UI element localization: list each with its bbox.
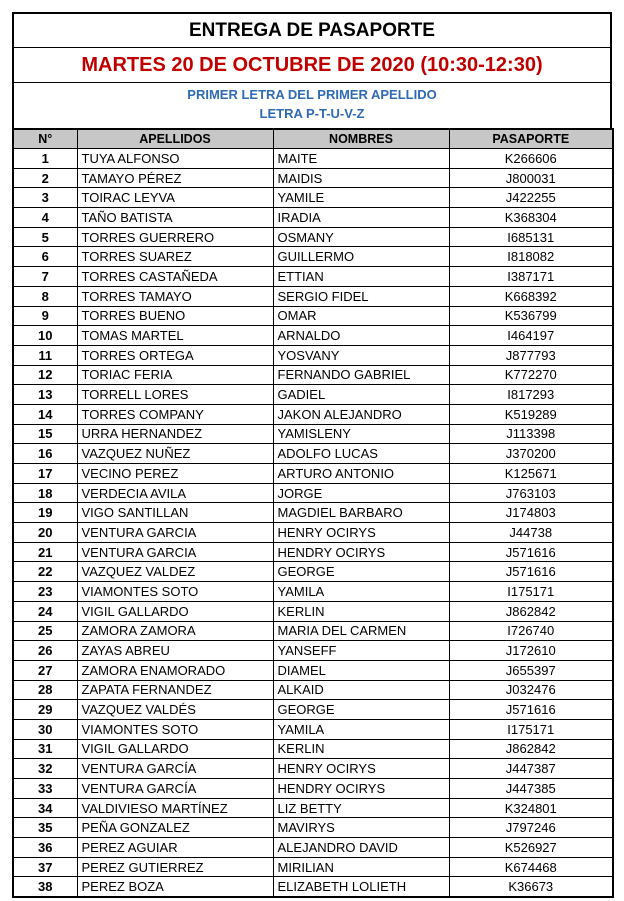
- row-apellidos: VENTURA GARCIA: [77, 523, 273, 543]
- row-apellidos: TORRES TAMAYO: [77, 286, 273, 306]
- row-pasaporte: K668392: [449, 286, 613, 306]
- table-row: [13, 444, 613, 464]
- column-header-number: N°: [13, 129, 77, 149]
- table-row: [13, 759, 613, 779]
- table-row: [13, 188, 613, 208]
- row-number: 4: [13, 208, 77, 228]
- row-number: 23: [13, 582, 77, 602]
- row-nombres: HENDRY OCIRYS: [273, 542, 449, 562]
- document-subtitle: MARTES 20 DE OCTUBRE DE 2020 (10:30-12:30): [14, 48, 610, 83]
- row-nombres: KERLIN: [273, 601, 449, 621]
- row-nombres: GEORGE: [273, 562, 449, 582]
- row-pasaporte: J447387: [449, 759, 613, 779]
- row-apellidos: VIAMONTES SOTO: [77, 719, 273, 739]
- table-row: [13, 345, 613, 365]
- table-row: [13, 641, 613, 661]
- row-apellidos: PEREZ GUTIERREZ: [77, 857, 273, 877]
- note-first-letter: PRIMER LETRA DEL PRIMER APELLIDO: [187, 87, 437, 102]
- row-pasaporte: I726740: [449, 621, 613, 641]
- row-number: 32: [13, 759, 77, 779]
- table-row: [13, 208, 613, 228]
- table-row: [13, 365, 613, 385]
- row-pasaporte: K519289: [449, 404, 613, 424]
- row-apellidos: TAÑO BATISTA: [77, 208, 273, 228]
- table-row: [13, 542, 613, 562]
- row-apellidos: VENTURA GARCÍA: [77, 779, 273, 799]
- column-header-apellidos: APELLIDOS: [77, 129, 273, 149]
- row-pasaporte: K36673: [449, 877, 613, 897]
- row-number: 35: [13, 818, 77, 838]
- table-row: [13, 227, 613, 247]
- row-number: 5: [13, 227, 77, 247]
- row-pasaporte: J113398: [449, 424, 613, 444]
- table-row: [13, 562, 613, 582]
- row-number: 24: [13, 601, 77, 621]
- row-nombres: YAMILE: [273, 188, 449, 208]
- row-number: 22: [13, 562, 77, 582]
- row-apellidos: ZAPATA FERNANDEZ: [77, 680, 273, 700]
- table-row: [13, 857, 613, 877]
- table-row: [13, 601, 613, 621]
- row-pasaporte: J763103: [449, 483, 613, 503]
- row-apellidos: ZAYAS ABREU: [77, 641, 273, 661]
- row-number: 36: [13, 838, 77, 858]
- table-row: [13, 660, 613, 680]
- row-pasaporte: I817293: [449, 385, 613, 405]
- table-row: [13, 286, 613, 306]
- row-apellidos: VENTURA GARCÍA: [77, 759, 273, 779]
- row-nombres: FERNANDO GABRIEL: [273, 365, 449, 385]
- row-pasaporte: J800031: [449, 168, 613, 188]
- row-number: 16: [13, 444, 77, 464]
- row-apellidos: VENTURA GARCIA: [77, 542, 273, 562]
- row-nombres: ADOLFO LUCAS: [273, 444, 449, 464]
- row-number: 27: [13, 660, 77, 680]
- row-apellidos: TORRES BUENO: [77, 306, 273, 326]
- row-pasaporte: J447385: [449, 779, 613, 799]
- row-apellidos: VALDIVIESO MARTÍNEZ: [77, 798, 273, 818]
- row-nombres: YANSEFF: [273, 641, 449, 661]
- row-apellidos: VIGIL GALLARDO: [77, 739, 273, 759]
- row-number: 11: [13, 345, 77, 365]
- row-nombres: ALEJANDRO DAVID: [273, 838, 449, 858]
- row-apellidos: TORRES ORTEGA: [77, 345, 273, 365]
- row-nombres: YAMISLENY: [273, 424, 449, 444]
- row-apellidos: VECINO PEREZ: [77, 464, 273, 484]
- table-row: [13, 719, 613, 739]
- row-pasaporte: J571616: [449, 700, 613, 720]
- row-pasaporte: K125671: [449, 464, 613, 484]
- table-row: [13, 149, 613, 169]
- row-apellidos: TUYA ALFONSO: [77, 149, 273, 169]
- table-header-row: [13, 129, 613, 149]
- row-pasaporte: J032476: [449, 680, 613, 700]
- row-number: 15: [13, 424, 77, 444]
- table-row: [13, 306, 613, 326]
- row-number: 3: [13, 188, 77, 208]
- row-number: 17: [13, 464, 77, 484]
- row-pasaporte: J877793: [449, 345, 613, 365]
- row-pasaporte: K674468: [449, 857, 613, 877]
- row-apellidos: VAZQUEZ VALDÉS: [77, 700, 273, 720]
- note-letters: LETRA P-T-U-V-Z: [259, 106, 365, 121]
- row-nombres: LIZ BETTY: [273, 798, 449, 818]
- row-number: 9: [13, 306, 77, 326]
- row-pasaporte: J862842: [449, 601, 613, 621]
- row-pasaporte: J862842: [449, 739, 613, 759]
- row-apellidos: ZAMORA ZAMORA: [77, 621, 273, 641]
- row-nombres: GADIEL: [273, 385, 449, 405]
- row-nombres: ALKAID: [273, 680, 449, 700]
- table-row: [13, 503, 613, 523]
- row-nombres: HENRY OCIRYS: [273, 759, 449, 779]
- row-nombres: IRADIA: [273, 208, 449, 228]
- row-apellidos: VIGIL GALLARDO: [77, 601, 273, 621]
- row-nombres: MAIDIS: [273, 168, 449, 188]
- row-number: 29: [13, 700, 77, 720]
- row-number: 14: [13, 404, 77, 424]
- row-nombres: YOSVANY: [273, 345, 449, 365]
- row-number: 26: [13, 641, 77, 661]
- row-pasaporte: K772270: [449, 365, 613, 385]
- table-row: [13, 700, 613, 720]
- table-row: [13, 523, 613, 543]
- row-number: 1: [13, 149, 77, 169]
- table-row: [13, 464, 613, 484]
- row-nombres: SERGIO FIDEL: [273, 286, 449, 306]
- row-pasaporte: K368304: [449, 208, 613, 228]
- document-sheet: [12, 12, 612, 898]
- row-nombres: ELIZABETH LOLIETH: [273, 877, 449, 897]
- table-row: [13, 838, 613, 858]
- row-nombres: ARTURO ANTONIO: [273, 464, 449, 484]
- row-pasaporte: I464197: [449, 326, 613, 346]
- row-pasaporte: K536799: [449, 306, 613, 326]
- row-nombres: MAITE: [273, 149, 449, 169]
- table-row: [13, 168, 613, 188]
- table-row: [13, 326, 613, 346]
- row-apellidos: TORRES GUERRERO: [77, 227, 273, 247]
- row-apellidos: TORRELL LORES: [77, 385, 273, 405]
- row-nombres: ARNALDO: [273, 326, 449, 346]
- table-row: [13, 404, 613, 424]
- row-number: 12: [13, 365, 77, 385]
- row-pasaporte: I175171: [449, 719, 613, 739]
- row-nombres: YAMILA: [273, 719, 449, 739]
- table-row: [13, 267, 613, 287]
- row-nombres: HENRY OCIRYS: [273, 523, 449, 543]
- row-nombres: MAGDIEL BARBARO: [273, 503, 449, 523]
- row-nombres: ETTIAN: [273, 267, 449, 287]
- row-pasaporte: J370200: [449, 444, 613, 464]
- row-pasaporte: J571616: [449, 542, 613, 562]
- row-number: 18: [13, 483, 77, 503]
- row-apellidos: TOMAS MARTEL: [77, 326, 273, 346]
- row-apellidos: TORRES SUAREZ: [77, 247, 273, 267]
- table-row: [13, 621, 613, 641]
- row-number: 21: [13, 542, 77, 562]
- row-number: 25: [13, 621, 77, 641]
- row-pasaporte: J172610: [449, 641, 613, 661]
- row-nombres: KERLIN: [273, 739, 449, 759]
- row-apellidos: TORRES COMPANY: [77, 404, 273, 424]
- row-apellidos: TOIRAC LEYVA: [77, 188, 273, 208]
- table-row: [13, 424, 613, 444]
- row-apellidos: VAZQUEZ NUÑEZ: [77, 444, 273, 464]
- row-pasaporte: J655397: [449, 660, 613, 680]
- row-pasaporte: K324801: [449, 798, 613, 818]
- row-pasaporte: J571616: [449, 562, 613, 582]
- table-row: [13, 818, 613, 838]
- row-nombres: GEORGE: [273, 700, 449, 720]
- row-number: 2: [13, 168, 77, 188]
- row-pasaporte: I387171: [449, 267, 613, 287]
- row-apellidos: PEÑA GONZALEZ: [77, 818, 273, 838]
- row-number: 34: [13, 798, 77, 818]
- table-row: [13, 779, 613, 799]
- row-number: 6: [13, 247, 77, 267]
- row-number: 19: [13, 503, 77, 523]
- row-apellidos: TAMAYO PÉREZ: [77, 168, 273, 188]
- table-row: [13, 483, 613, 503]
- row-pasaporte: I818082: [449, 247, 613, 267]
- table-row: [13, 247, 613, 267]
- row-nombres: OSMANY: [273, 227, 449, 247]
- row-apellidos: PEREZ BOZA: [77, 877, 273, 897]
- row-nombres: JAKON ALEJANDRO: [273, 404, 449, 424]
- row-nombres: HENDRY OCIRYS: [273, 779, 449, 799]
- table-row: [13, 385, 613, 405]
- row-apellidos: VIGO SANTILLAN: [77, 503, 273, 523]
- row-number: 8: [13, 286, 77, 306]
- row-apellidos: TORIAC FERIA: [77, 365, 273, 385]
- row-number: 20: [13, 523, 77, 543]
- row-apellidos: VAZQUEZ VALDEZ: [77, 562, 273, 582]
- row-apellidos: TORRES CASTAÑEDA: [77, 267, 273, 287]
- document-title: ENTREGA DE PASAPORTE: [14, 14, 610, 48]
- row-number: 37: [13, 857, 77, 877]
- row-pasaporte: K526927: [449, 838, 613, 858]
- row-number: 10: [13, 326, 77, 346]
- row-nombres: DIAMEL: [273, 660, 449, 680]
- row-number: 33: [13, 779, 77, 799]
- row-pasaporte: K266606: [449, 149, 613, 169]
- row-pasaporte: J174803: [449, 503, 613, 523]
- table-row: [13, 582, 613, 602]
- row-pasaporte: J422255: [449, 188, 613, 208]
- letter-notes: [14, 83, 610, 128]
- row-number: 7: [13, 267, 77, 287]
- column-header-nombres: NOMBRES: [273, 129, 449, 149]
- header-block: [12, 12, 612, 128]
- row-nombres: MAVIRYS: [273, 818, 449, 838]
- row-apellidos: VIAMONTES SOTO: [77, 582, 273, 602]
- row-apellidos: ZAMORA ENAMORADO: [77, 660, 273, 680]
- table-row: [13, 680, 613, 700]
- row-nombres: GUILLERMO: [273, 247, 449, 267]
- table-row: [13, 739, 613, 759]
- row-apellidos: PEREZ AGUIAR: [77, 838, 273, 858]
- row-number: 31: [13, 739, 77, 759]
- row-pasaporte: I175171: [449, 582, 613, 602]
- row-nombres: JORGE: [273, 483, 449, 503]
- row-number: 30: [13, 719, 77, 739]
- row-apellidos: VERDECIA AVILA: [77, 483, 273, 503]
- row-pasaporte: J44738: [449, 523, 613, 543]
- row-pasaporte: I685131: [449, 227, 613, 247]
- row-nombres: MARIA DEL CARMEN: [273, 621, 449, 641]
- table-row: [13, 798, 613, 818]
- column-header-pasaporte: PASAPORTE: [449, 129, 613, 149]
- row-nombres: MIRILIAN: [273, 857, 449, 877]
- row-number: 28: [13, 680, 77, 700]
- row-pasaporte: J797246: [449, 818, 613, 838]
- passport-table: [12, 128, 614, 898]
- row-number: 13: [13, 385, 77, 405]
- row-nombres: YAMILA: [273, 582, 449, 602]
- table-row: [13, 877, 613, 897]
- row-number: 38: [13, 877, 77, 897]
- row-apellidos: URRA HERNANDEZ: [77, 424, 273, 444]
- row-nombres: OMAR: [273, 306, 449, 326]
